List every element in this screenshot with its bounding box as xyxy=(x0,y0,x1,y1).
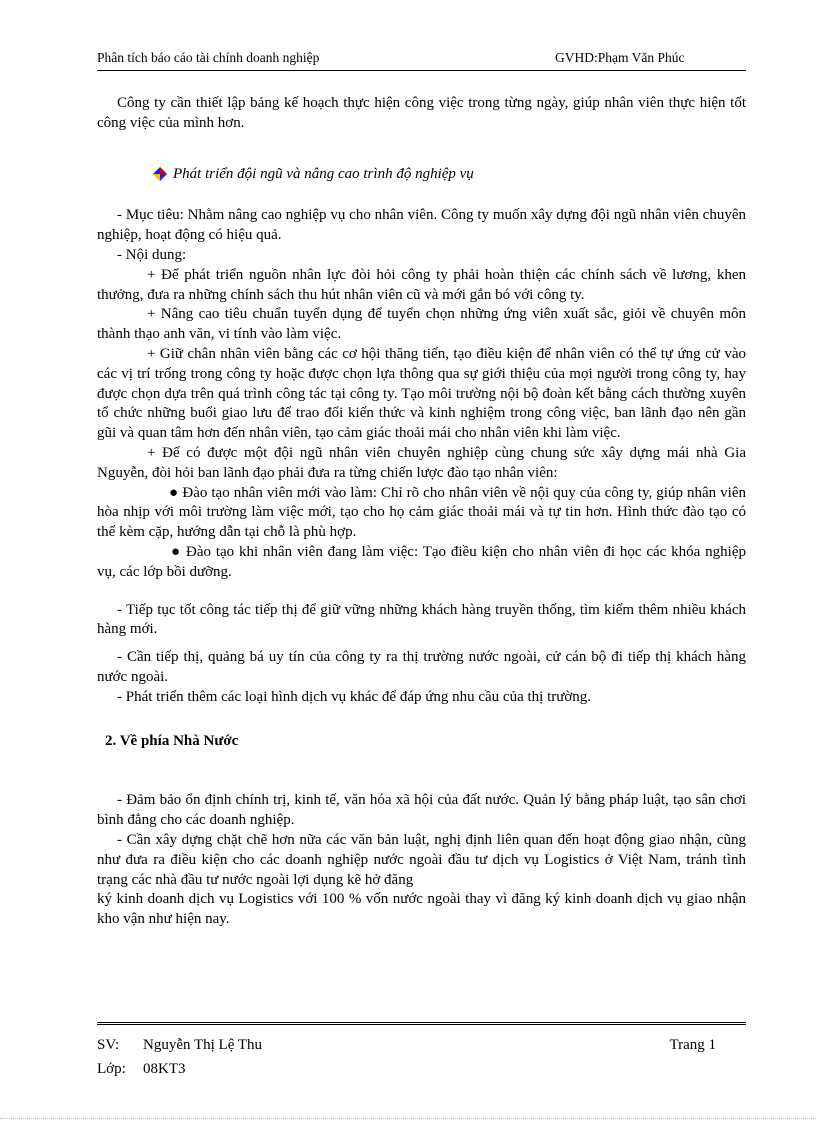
class-label: Lớp: xyxy=(97,1061,126,1077)
class-value: 08KT3 xyxy=(143,1061,186,1077)
page-footer xyxy=(97,1022,746,1085)
section-2-heading: 2. Về phía Nhà Nước xyxy=(105,732,239,749)
dot-item-1: ● Đào tạo nhân viên mới vào làm: Chỉ rõ cho nhân viên về nội quy của công ty, giúp nhân viên hòa nhịp với môi trường làm việc mới, tạo cho họ cảm giác thoải mái và tự tin hơn. Hình thức đào tạo có thể kèm cặp, hướng dẫn tại chỗ là phù hợp. xyxy=(97,484,746,541)
section-heading xyxy=(97,165,746,185)
dash-item-3: - Phát triển thêm các loại hình dịch vụ khác để đáp ứng nhu cầu của thị trường. xyxy=(117,688,592,705)
document-body xyxy=(97,94,746,930)
plus-item-2: + Nâng cao tiêu chuẩn tuyển dụng để tuyển chọn những ứng viên xuất sắc, giỏi về chuyên môn thành thạo anh văn, vi tính vào làm việc. xyxy=(97,306,746,343)
section-heading-text: Phát triển đội ngũ và nâng cao trình độ nghiệp vụ xyxy=(173,165,474,182)
intro-paragraph: Công ty cần thiết lập bảng kế hoạch thực hiện công việc trong từng ngày, giúp nhân viên thực hiện tốt công việc của mình hơn. xyxy=(97,95,746,131)
dot-item-2: ● Đào tạo khi nhân viên đang làm việc: Tạo điều kiện cho nhân viên đi học các khóa nghiệp vụ, các lớp bồi dưỡng. xyxy=(97,543,746,580)
goal-paragraph: - Mục tiêu: Nhằm nâng cao nghiệp vụ cho nhân viên. Công ty muốn xây dựng đội ngũ nhân viên chuyên nghiệp, hoạt động có hiệu quả. xyxy=(97,207,746,244)
student-label: SV: xyxy=(97,1037,120,1053)
state-item-1: - Đảm bảo ổn định chính trị, kinh tế, văn hóa xã hội của đất nước. Quản lý bằng pháp luật, tạo sân chơi bình đẳng cho các doanh nghiệp. xyxy=(97,792,746,829)
page-bottom-divider xyxy=(0,1118,816,1119)
plus-item-3: + Giữ chân nhân viên bằng các cơ hội thăng tiến, tạo điều kiện để nhân viên có thể tự ứng cử vào các vị trí trống trong công ty hoặc được chọn lựa thông qua sự giới thiệu của mọi người trong công ty, hay được chọn dựa trên quá trình công tác tại công ty. Tạo môi trường nội bộ đoàn kết bằng cách thường xuyên tổ chức những buổi giao lưu để trao đổi kiến thức và kinh nghiệm trong công việc, ban lãnh đạo nên gần gũi và quan tâm hơn đến nhân viên, tạo cảm giác thoải mái cho nhân viên khi làm việc. xyxy=(97,345,746,442)
dash-item-2: - Cần tiếp thị, quảng bá uy tín của công ty ra thị trường nước ngoài, cử cán bộ đi tiếp thị khách hàng nước ngoài. xyxy=(97,649,746,685)
plus-item-4: + Để có được một đội ngũ nhân viên chuyên nghiệp cùng chung sức xây dựng mái nhà Gia Nguyễn, đòi hỏi ban lãnh đạo phải đưa ra từng chiến lược đào tạo nhân viên: xyxy=(97,444,746,481)
header-title: Phân tích báo cáo tài chính doanh nghiệp xyxy=(97,50,320,65)
header-advisor: GVHD:Phạm Văn Phúc xyxy=(555,50,685,65)
plus-item-1: + Để phát triển nguồn nhân lực đòi hỏi công ty phải hoàn thiện các chính sách về lương, khen thưởng, đưa ra những chính sách thu hút nhân viên cũ và mới gắn bó với công ty. xyxy=(97,266,746,303)
state-item-2-continued: ký kinh doanh dịch vụ Logistics với 100 % vốn nước ngoài thay vì đăng ký kinh doanh dịch vụ giao nhận kho vận như hiện nay. xyxy=(97,891,746,928)
diamond-bullet-icon xyxy=(152,166,168,182)
student-name: Nguyễn Thị Lệ Thu xyxy=(143,1037,263,1053)
content-label: - Nội dung: xyxy=(117,246,187,263)
state-item-2: - Cần xây dựng chặt chẽ hơn nữa các văn bản luật, nghị định liên quan đến hoạt động giao nhận, cũng như đưa ra điều kiện cho các doanh nghiệp nước ngoài đầu tư dịch vụ Logistics ở Việt Nam, tránh tình trạng các nhà đầu tư nước ngoài lợi dụng kẽ hở đăng xyxy=(97,831,746,888)
page-number: Trang 1 xyxy=(669,1037,716,1053)
dash-item-1: - Tiếp tục tốt công tác tiếp thị để giữ vững những khách hàng truyền thống, tìm kiếm thêm nhiều khách hàng mới. xyxy=(97,601,746,638)
page-header xyxy=(97,50,746,71)
